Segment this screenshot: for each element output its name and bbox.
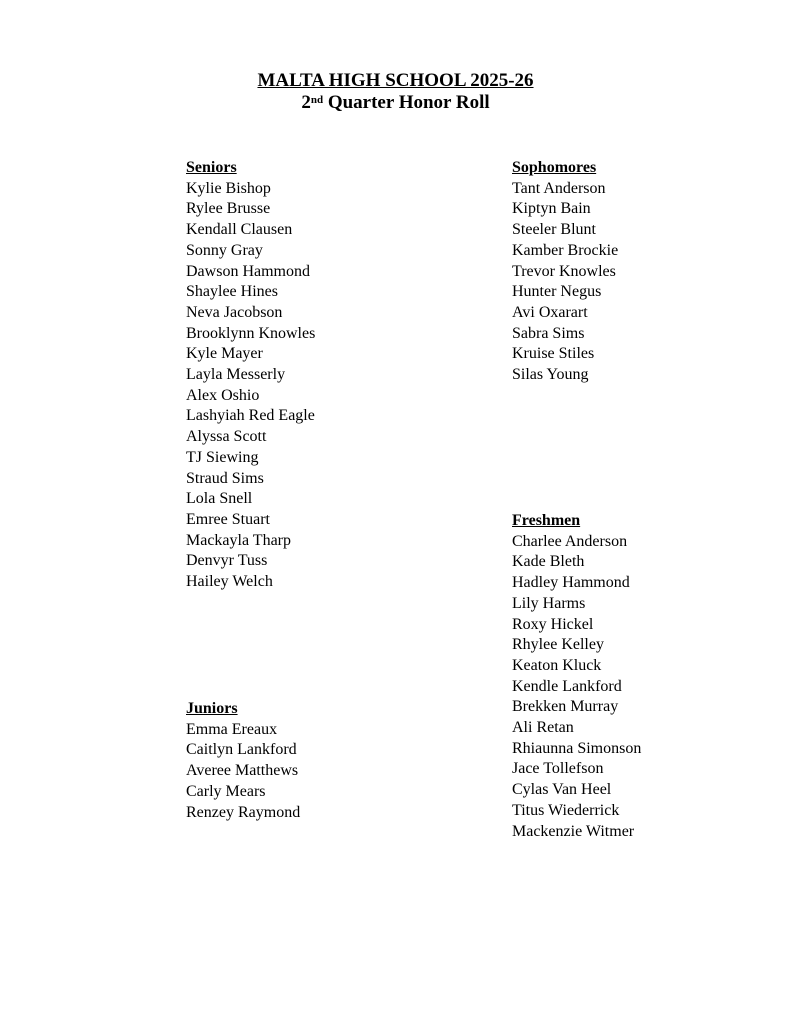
juniors-list	[186, 720, 300, 824]
student-name: Silas Young	[512, 366, 589, 384]
student-name: Lola Snell	[186, 490, 253, 508]
student-name: Kade Bleth	[512, 553, 585, 571]
student-name: Caitlyn Lankford	[186, 741, 297, 759]
seniors-heading: Seniors	[186, 159, 237, 176]
student-name: Sabra Sims	[512, 324, 585, 342]
subtitle-ordinal: nd	[310, 94, 324, 106]
student-name: Kendall Clausen	[186, 221, 293, 239]
juniors-heading: Juniors	[186, 700, 238, 717]
student-name: Titus Wiederrick	[512, 801, 620, 819]
freshmen-list	[512, 532, 641, 843]
subtitle-number: 2	[301, 92, 311, 113]
student-name: Roxy Hickel	[512, 615, 594, 633]
student-name: Hailey Welch	[186, 573, 273, 591]
student-name: Steeler Blunt	[512, 221, 596, 239]
student-name: Straud Sims	[186, 469, 264, 487]
seniors-list	[186, 179, 315, 593]
student-name: Emma Ereaux	[186, 720, 278, 738]
student-name: Brekken Murray	[512, 698, 619, 716]
student-name: Trevor Knowles	[512, 262, 616, 280]
student-name: Alyssa Scott	[186, 428, 267, 446]
student-name: Averee Matthews	[186, 762, 299, 780]
student-name: Kyle Mayer	[186, 345, 263, 363]
student-name: Hadley Hammond	[512, 574, 630, 592]
student-name: Alex Oshio	[186, 386, 260, 404]
student-name: Carly Mears	[186, 782, 266, 800]
student-name: Ali Retan	[512, 719, 574, 737]
juniors-section	[186, 699, 300, 823]
student-name: Lashyiah Red Eagle	[186, 407, 315, 425]
sophomores-heading: Sophomores	[512, 159, 597, 176]
student-name: Kendle Lankford	[512, 677, 622, 695]
student-name: Rylee Brusse	[186, 200, 271, 218]
student-name: Denvyr Tuss	[186, 552, 268, 570]
student-name: Kiptyn Bain	[512, 200, 591, 218]
student-name: TJ Siewing	[186, 448, 259, 466]
seniors-section	[186, 158, 315, 593]
student-name: Cylas Van Heel	[512, 781, 612, 799]
freshmen-heading: Freshmen	[512, 512, 581, 529]
page-subtitle	[0, 92, 791, 114]
student-name: Mackenzie Witmer	[512, 822, 635, 840]
student-name: Dawson Hammond	[186, 262, 310, 280]
student-name: Shaylee Hines	[186, 283, 278, 301]
student-name: Emree Stuart	[186, 510, 270, 528]
student-name: Rhylee Kelley	[512, 636, 604, 654]
student-name: Jace Tollefson	[512, 760, 604, 778]
student-name: Rhiaunna Simonson	[512, 739, 642, 757]
student-name: Tant Anderson	[512, 179, 606, 197]
student-name: Kamber Brockie	[512, 241, 619, 259]
page-title: MALTA HIGH SCHOOL 2025-26	[257, 70, 534, 91]
subtitle-rest: Quarter Honor Roll	[323, 92, 490, 113]
freshmen-section	[512, 511, 641, 842]
student-name: Keaton Kluck	[512, 656, 602, 674]
student-name: Layla Messerly	[186, 366, 286, 384]
student-name: Hunter Negus	[512, 283, 602, 301]
sophomores-list	[512, 179, 618, 386]
student-name: Renzey Raymond	[186, 803, 301, 821]
student-name: Kylie Bishop	[186, 179, 271, 197]
student-name: Charlee Anderson	[512, 532, 628, 550]
student-name: Mackayla Tharp	[186, 531, 291, 549]
sophomores-section	[512, 158, 618, 386]
student-name: Kruise Stiles	[512, 345, 595, 363]
student-name: Lily Harms	[512, 594, 586, 612]
student-name: Avi Oxarart	[512, 303, 588, 321]
student-name: Brooklynn Knowles	[186, 324, 316, 342]
student-name: Neva Jacobson	[186, 303, 283, 321]
student-name: Sonny Gray	[186, 241, 263, 259]
